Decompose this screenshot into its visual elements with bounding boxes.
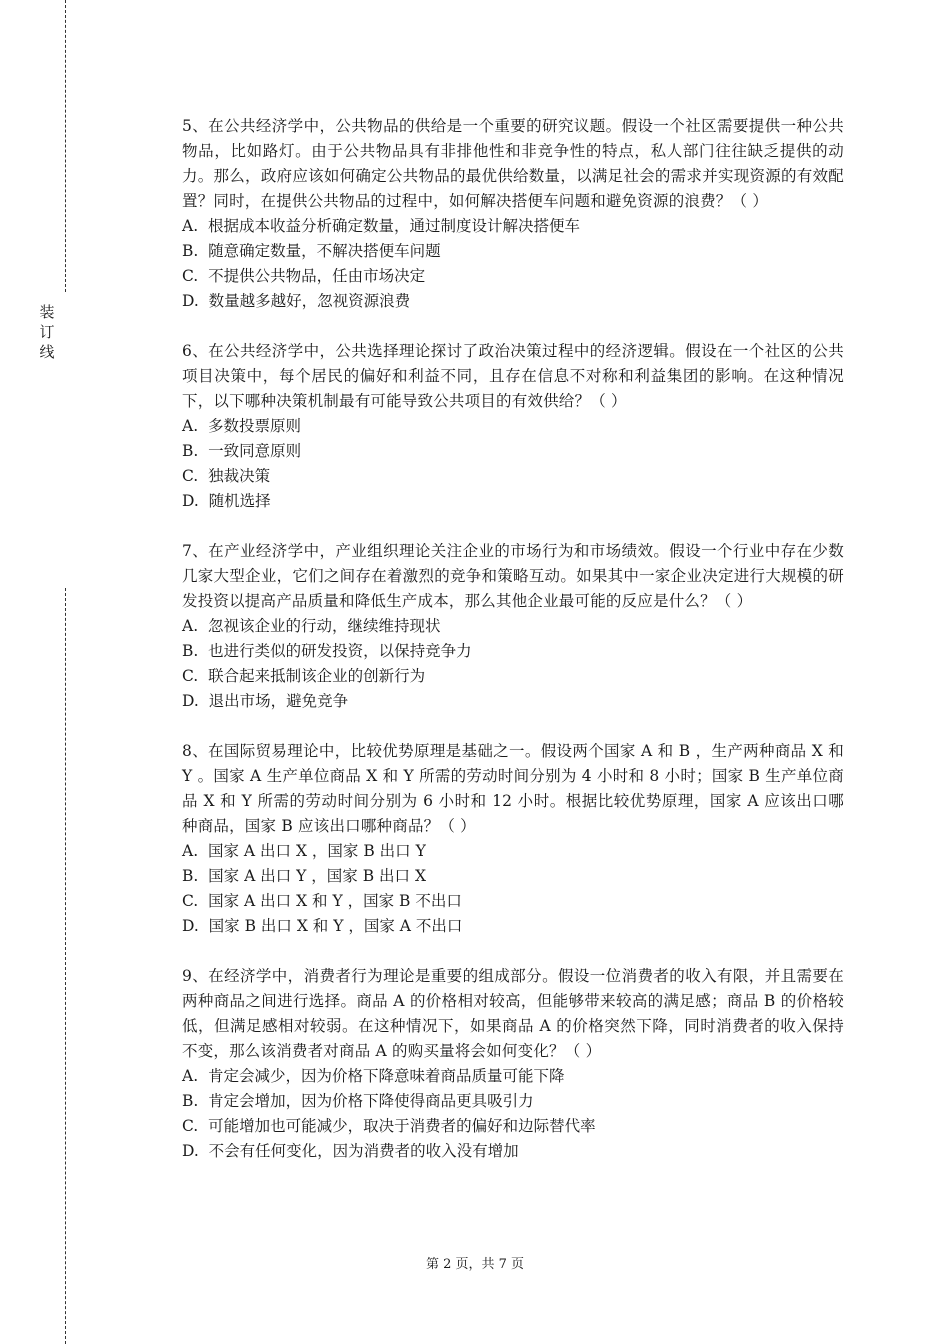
question-stem: 9、在经济学中，消费者行为理论是重要的组成部分。假设一位消费者的收入有限，并且需要在两种商品之间进行选择。商品 A 的价格相对较高，但能够带来较高的满足感；商品 B 的价格较低，但满足感相对较弱。在这种情况下，如果商品 A 的价格突然下降，同时消费者的收入保持不变，那么该消费者对商品 A 的购买量将会如何变化？（ ） <box>182 967 844 1060</box>
option-a: A. 忽视该企业的行动，继续维持现状 <box>182 617 441 635</box>
option-c: C. 独裁决策 <box>182 467 271 485</box>
option-c: C. 联合起来抵制该企业的创新行为 <box>182 667 426 685</box>
question-stem: 7、在产业经济学中，产业组织理论关注企业的市场行为和市场绩效。假设一个行业中存在少数几家大型企业，它们之间存在着激烈的竞争和策略互动。如果其中一家企业决定进行大规模的研发投资以提高产品质量和降低生产成本，那么其他企业最可能的反应是什么？（ ） <box>182 542 844 610</box>
option-c: C. 国家 A 出口 X 和 Y ，国家 B 不出口 <box>182 892 462 910</box>
option-d: D. 不会有任何变化，因为消费者的收入没有增加 <box>182 1142 519 1160</box>
option-b: B. 肯定会增加，因为价格下降使得商品更具吸引力 <box>182 1092 534 1110</box>
binding-dashed-line-top <box>65 0 66 292</box>
option-d: D. 国家 B 出口 X 和 Y ，国家 A 不出口 <box>182 917 463 935</box>
option-a: A. 国家 A 出口 X ，国家 B 出口 Y <box>182 842 426 860</box>
option-a: A. 肯定会减少，因为价格下降意味着商品质量可能下降 <box>182 1067 565 1085</box>
question-8 <box>182 739 844 939</box>
binding-label-char: 线 <box>39 343 55 361</box>
option-b: B. 随意确定数量，不解决搭便车问题 <box>182 242 441 260</box>
option-c: C. 可能增加也可能减少，取决于消费者的偏好和边际替代率 <box>182 1117 596 1135</box>
binding-label <box>36 302 58 362</box>
option-b: B. 一致同意原则 <box>182 442 302 460</box>
question-7 <box>182 539 844 714</box>
option-d: D. 随机选择 <box>182 492 271 510</box>
exam-content <box>182 114 844 1189</box>
binding-dashed-line-bottom <box>65 588 66 1344</box>
page-number: 第 2 页，共 7 页 <box>425 1257 525 1272</box>
question-6 <box>182 339 844 514</box>
question-stem: 6、在公共经济学中，公共选择理论探讨了政治决策过程中的经济逻辑。假设在一个社区的公共项目决策中，每个居民的偏好和利益不同，且存在信息不对称和利益集团的影响。在这种情况下，以下哪种决策机制最有可能导致公共项目的有效供给？（ ） <box>182 342 844 410</box>
binding-label-char: 订 <box>39 323 55 341</box>
question-stem: 8、在国际贸易理论中，比较优势原理是基础之一。假设两个国家 A 和 B ，生产两种商品 X 和 Y 。国家 A 生产单位商品 X 和 Y 所需的劳动时间分别为 4 小时和 8 小时；国家 B 生产单位商品 X 和 Y 所需的劳动时间分别为 6 小时和 12 小时。根据比较优势原理，国家 A 应该出口哪种商品，国家 B 应该出口哪种商品？（ ） <box>182 742 844 835</box>
question-5 <box>182 114 844 314</box>
option-b: B. 也进行类似的研发投资，以保持竞争力 <box>182 642 472 660</box>
binding-label-char: 装 <box>39 303 55 321</box>
option-a: A. 多数投票原则 <box>182 417 301 435</box>
question-9 <box>182 964 844 1164</box>
option-d: D. 数量越多越好，忽视资源浪费 <box>182 292 411 310</box>
option-c: C. 不提供公共物品，任由市场决定 <box>182 267 426 285</box>
option-d: D. 退出市场，避免竞争 <box>182 692 349 710</box>
option-b: B. 国家 A 出口 Y ，国家 B 出口 X <box>182 867 427 885</box>
question-stem: 5、在公共经济学中，公共物品的供给是一个重要的研究议题。假设一个社区需要提供一种公共物品，比如路灯。由于公共物品具有非排他性和非竞争性的特点，私人部门往往缺乏提供的动力。那么，政府应该如何确定公共物品的最优供给数量，以满足社会的需求并实现资源的有效配置？同时，在提供公共物品的过程中，如何解决搭便车问题和避免资源的浪费？（ ） <box>182 117 844 210</box>
option-a: A. 根据成本收益分析确定数量，通过制度设计解决搭便车 <box>182 217 580 235</box>
